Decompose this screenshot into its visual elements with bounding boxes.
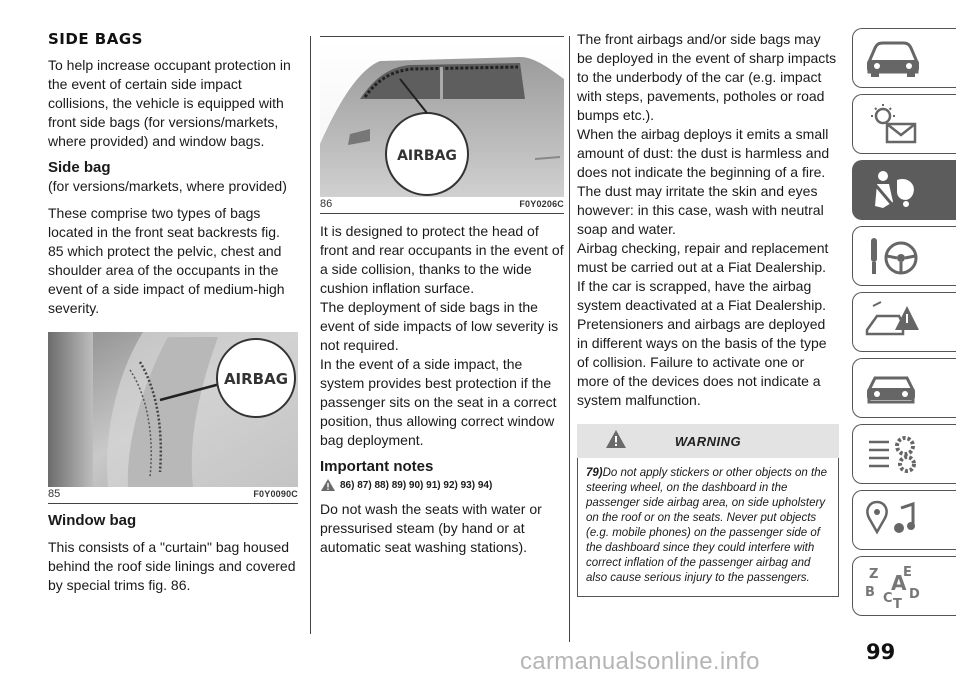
- warning-triangle-icon: [605, 429, 627, 449]
- paragraph: If the car is scrapped, have the airbag system deactivated at a Fiat Dealership.: [577, 278, 827, 313]
- important-notes-heading: Important notes: [320, 458, 434, 475]
- paragraph: Pretensioners and airbags are deployed in different ways on the basis of the type of collision. Failure to activate one or more of the devices does not indicate a system malfunction.: [577, 316, 827, 408]
- paragraph: Do not wash the seats with water or pressurised steam (by hand or at automatic seat washing stations).: [320, 501, 542, 555]
- paragraph: When the airbag deploys it emits a small amount of dust: the dust is harmless and does not indicate the beginning of a fire. The dust may irritate the skin and eyes however: in this case, wash with neutral soap and water.: [577, 126, 830, 237]
- tab-index[interactable]: [852, 556, 956, 616]
- figure-caption: [320, 197, 564, 214]
- warning-body: Do not apply stickers or other objects on the steering wheel, on the dashboard in the passenger side airbag area, on side upholstery on the roof or on the seats. Never put objects (e.g. mobile phones) on the passenger side of the dashboard since they could interfere with correct inflation of the passenger airbag and also cause serious injury to the passengers.: [586, 467, 827, 584]
- tab-dashboard-lights[interactable]: [852, 94, 956, 154]
- tab-starting-driving[interactable]: [852, 226, 956, 286]
- side-bag-paragraph: These comprise two types of bags located in the front seat backrests fig. 85 which protect the pelvic, chest and shoulder area of the occupants in the event of a side impact of medium-high severity.: [48, 205, 285, 316]
- window-bag-image: [320, 39, 564, 197]
- tab-technical-data[interactable]: [852, 424, 956, 484]
- window-airbag-illustration: [320, 39, 564, 197]
- car-icon: [863, 36, 923, 80]
- side-bag-heading: Side bag: [48, 159, 111, 176]
- chapter-tabs: [852, 28, 960, 622]
- index-letter: T: [893, 597, 902, 608]
- column-divider: [569, 36, 570, 642]
- dashboard-lights-icon: [863, 102, 923, 146]
- figure-airbag-label: AIRBAG: [397, 148, 457, 164]
- index-letters-icon: [863, 564, 923, 608]
- key-steering-wheel-icon: [863, 234, 923, 278]
- side-bag-subheading: (for versions/markets, where provided): [48, 178, 287, 194]
- figure-code: F0Y0090C: [253, 489, 298, 499]
- note-references-text: 86) 87) 88) 89) 90) 91) 92) 93) 94): [340, 479, 493, 491]
- index-letter: E: [903, 565, 912, 580]
- paragraph: In the event of a side impact, the system provides best protection if the passenger sits on the seat in a correct position, thus allowing correct window bag deployment.: [320, 356, 557, 448]
- figure-caption: [48, 487, 298, 504]
- specs-gear-icon: [863, 432, 923, 476]
- seat-airbag-illustration: [48, 332, 298, 487]
- window-bag-paragraph: This consists of a "curtain" bag housed behind the roof side linings and covered by special trims fig. 86.: [48, 539, 296, 593]
- figure-number: 86: [320, 198, 333, 210]
- window-bag-heading: Window bag: [48, 512, 137, 529]
- warning-text: [586, 466, 830, 586]
- column-2: [320, 36, 564, 565]
- tab-multimedia[interactable]: [852, 490, 956, 550]
- paragraph: Airbag checking, repair and replacement must be carried out at a Fiat Dealership.: [577, 240, 829, 275]
- media-navigation-icon: [863, 498, 923, 542]
- tab-safety[interactable]: [852, 160, 956, 220]
- page-number: 99: [866, 640, 896, 664]
- warning-title: WARNING: [674, 433, 742, 449]
- warning-triangle-icon: [320, 478, 336, 492]
- index-letter: C: [883, 591, 893, 606]
- seatbelt-airbag-icon: [863, 168, 923, 212]
- road-warning-icon: [863, 300, 923, 344]
- figure-85: [48, 332, 298, 504]
- column-1: [48, 30, 298, 603]
- figure-number: 85: [48, 488, 61, 500]
- figure-code: F0Y0206C: [519, 199, 564, 209]
- seat-side-airbag-image: [48, 332, 298, 487]
- warning-box: [577, 458, 839, 597]
- warning-number: 79): [586, 467, 603, 479]
- figure-airbag-label: AIRBAG: [223, 370, 289, 388]
- index-letter: Z: [869, 567, 879, 582]
- tab-emergency[interactable]: [852, 292, 956, 352]
- paragraph: The deployment of side bags in the event of side impacts of low severity is not required.: [320, 299, 559, 353]
- column-3: [577, 30, 839, 597]
- column-divider: [310, 36, 311, 634]
- paragraph: The front airbags and/or side bags may be deployed in the event of sharp impacts to the underbody of the car (e.g. impact with steps, pavements, potholes or road bumps etc.).: [577, 31, 837, 123]
- section-title: SIDE BAGS: [48, 30, 143, 48]
- warning-references: [320, 478, 564, 492]
- figure-86: [320, 36, 564, 214]
- intro-paragraph: To help increase occupant protection in the event of certain side impact collisions, the vehicle is equipped with front side bags (for versions/markets, where provided) and window bags.: [48, 57, 291, 149]
- index-letter: A: [891, 571, 907, 595]
- car-service-icon: [863, 366, 923, 410]
- tab-maintenance[interactable]: [852, 358, 956, 418]
- watermark: carmanualsonline.info: [520, 648, 760, 675]
- paragraph: It is designed to protect the head of front and rear occupants in the event of a side collision, thanks to the wide cushion inflation surface.: [320, 223, 564, 296]
- tab-car[interactable]: [852, 28, 956, 88]
- index-letter: D: [909, 587, 920, 602]
- warning-header: [577, 424, 839, 458]
- index-letter: B: [865, 585, 875, 600]
